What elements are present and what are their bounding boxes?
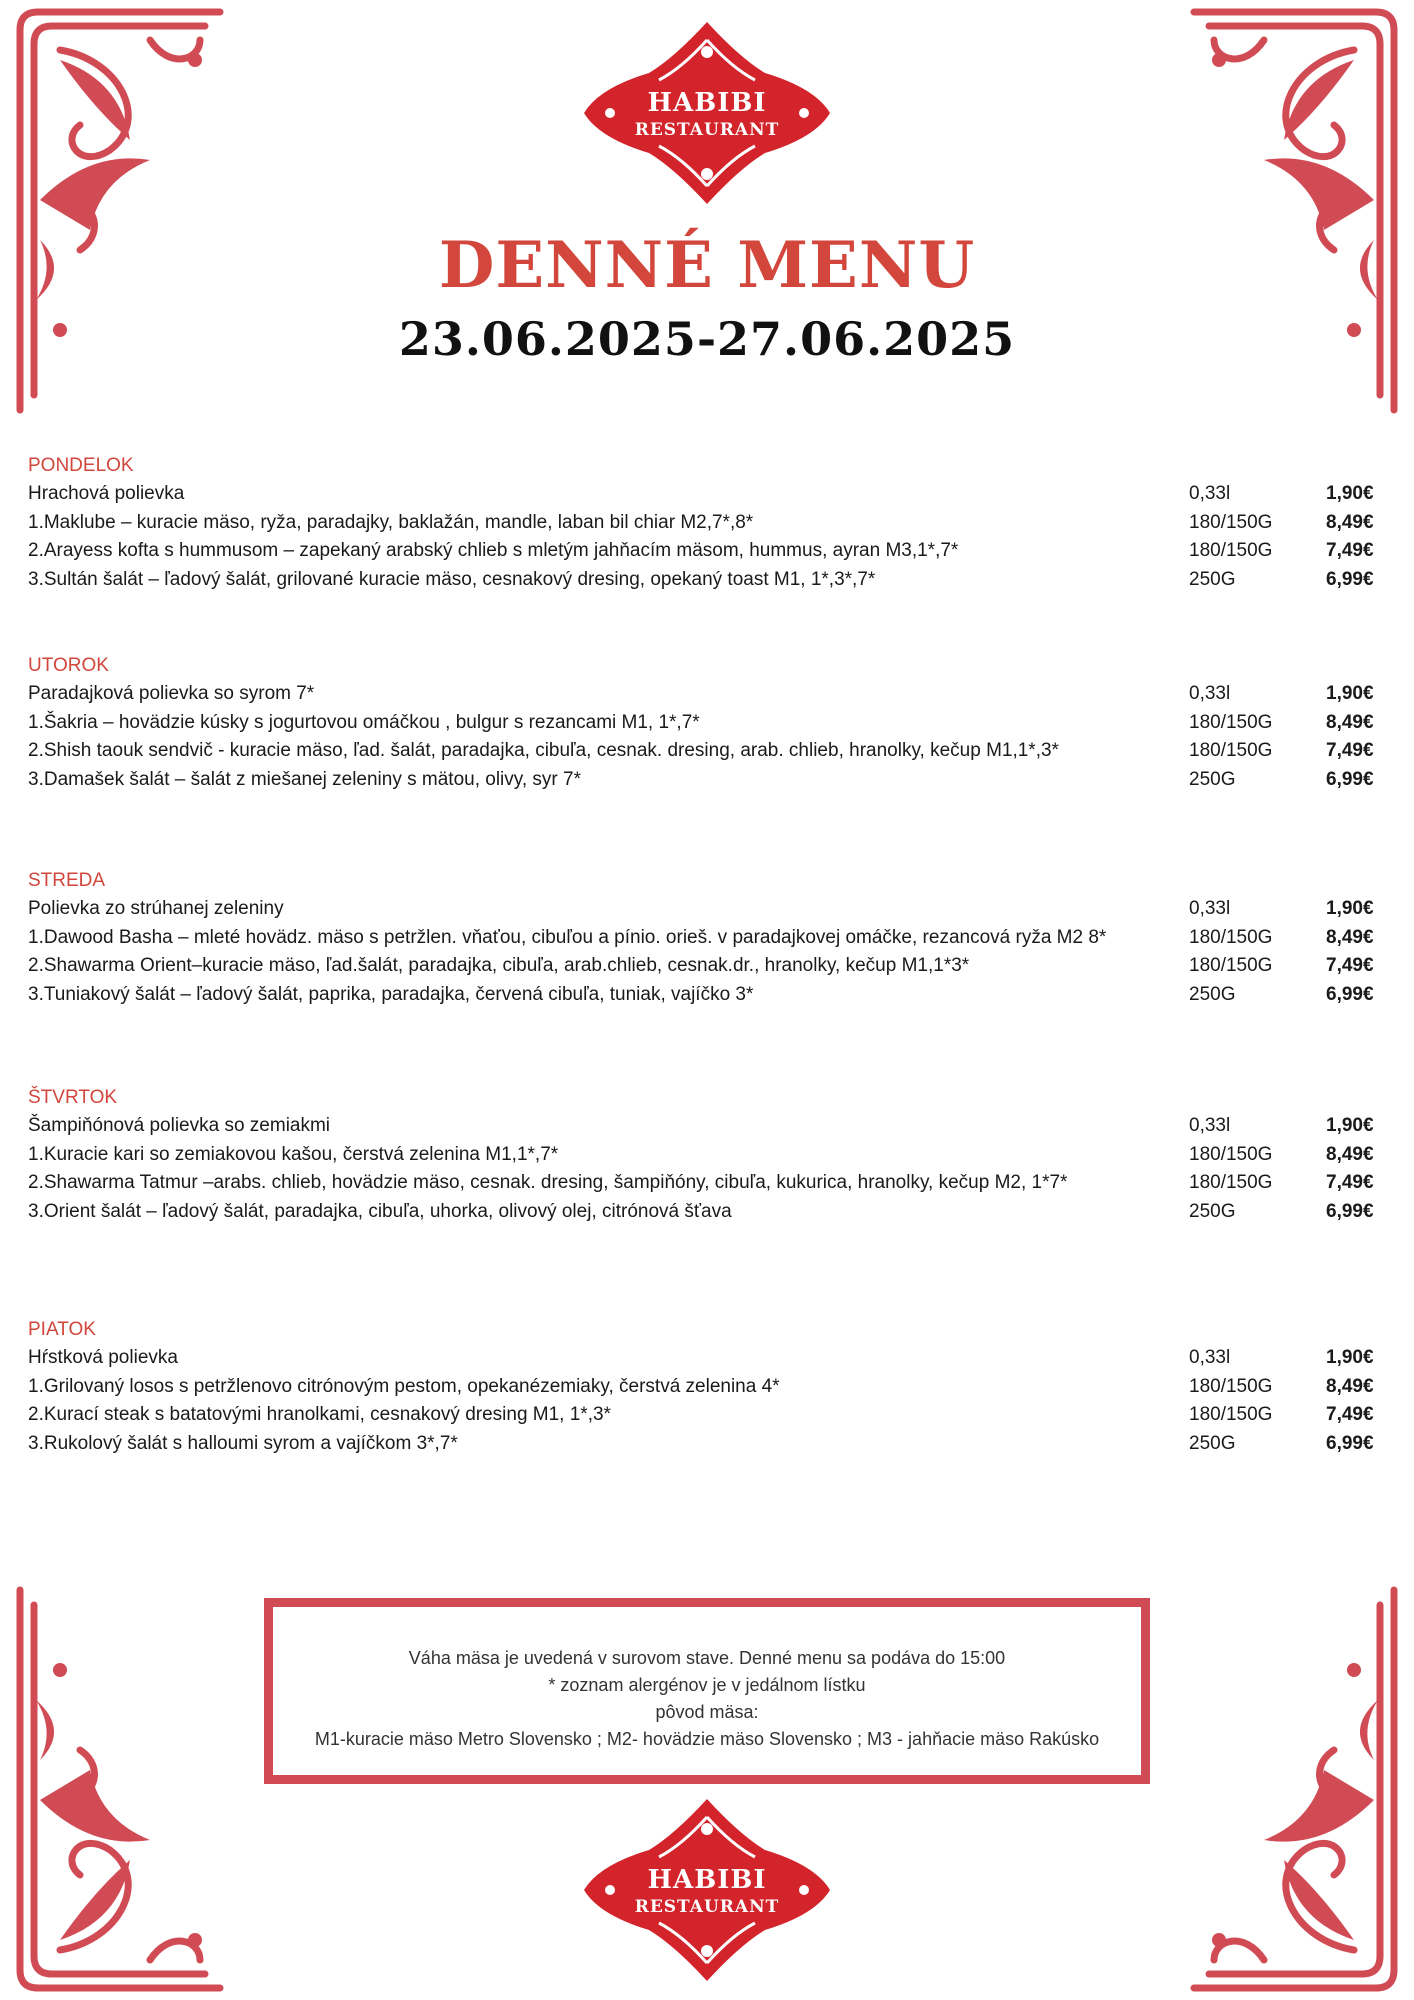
dish-name: Polievka zo strúhanej zeleniny [28,898,284,919]
dish-price: 1,90€ [1326,1115,1374,1136]
dish-price: 1,90€ [1326,898,1374,919]
dish-quantity: 180/150G [1189,1375,1273,1397]
dish-name: Šampiňónová polievka so zemiakmi [28,1115,331,1136]
dish-name: Hŕstková polievka [28,1347,178,1368]
menu-item [28,480,1388,509]
dish-quantity: 180/150G [1189,1172,1273,1193]
dish-price: 7,49€ [1326,540,1374,561]
menu-item [28,566,1388,595]
dish-quantity: 0,33l [1189,483,1231,504]
date-range: 23.06.2025-27.06.2025 [398,312,1016,366]
dish-quantity: 250G [1189,1200,1236,1222]
dish-quantity: 180/150G [1189,540,1273,561]
dish-name: 2.Arayess kofta s hummusom – zapekaný arabský chlieb s mletým jahňacím mäsom, hummus, ayran M3,1*,7* [28,540,959,561]
dish-price: 7,49€ [1326,740,1374,761]
dish-name: Paradajková polievka so syrom 7* [28,683,315,704]
menu-item [28,1198,1388,1227]
day-section-thursday [28,1084,1388,1226]
dish-quantity: 250G [1189,1432,1236,1454]
dish-price: 8,49€ [1326,926,1374,948]
note-line-weight: Váha mäsa je uvedená v surovom stave. Denné menu sa podáva do 15:00 [408,1648,1006,1668]
dish-quantity: 180/150G [1189,511,1273,533]
dish-quantity: 180/150G [1189,711,1273,733]
note-line-meat-origin: M1-kuracie mäso Metro Slovensko ; M2- hovädzie mäso Slovensko ; M3 - jahňacie mäso Rakúsko [314,1729,1100,1749]
menu-item [28,509,1388,538]
day-section-wednesday [28,867,1388,1009]
dish-price: 8,49€ [1326,711,1374,733]
dish-quantity: 180/150G [1189,1143,1273,1165]
dish-name: 2.Shawarma Tatmur –arabs. chlieb, hovädzie mäso, cesnak. dresing, šampiňóny, cibuľa, kukurica, hranolky, kečup M2, 1*7* [28,1172,1068,1193]
dish-price: 7,49€ [1326,1404,1374,1425]
dish-name: 2.Kurací steak s batatovými hranolkami, cesnakový dresing M1, 1*,3* [28,1404,611,1425]
dish-name: 1.Maklube – kuracie mäso, ryža, paradajky, baklažán, mandle, laban bil chiar M2,7*,8* [28,511,754,533]
dish-quantity: 0,33l [1189,898,1231,919]
dish-price: 6,99€ [1326,1200,1374,1222]
page-title: DENNÉ MENU [438,228,976,303]
menu-item [28,1401,1388,1430]
menu-item [28,766,1388,795]
menu-item [28,1112,1388,1141]
dish-price: 8,49€ [1326,511,1374,533]
logo-text-line2: RESTAURANT [634,120,780,140]
dish-name: 2.Shish taouk sendvič - kuracie mäso, ľad. šalát, paradajka, cibuľa, cesnak. dresing, arab. chlieb, hranolky, kečup M1,1*,3* [28,740,1059,761]
dish-name: 3.Damašek šalát – šalát z miešanej zeleniny s mätou, olivy, syr 7* [28,768,581,790]
dish-name: 3.Orient šalát – ľadový šalát, paradajka, cibuľa, uhorka, olivový olej, citrónová šťava [28,1200,732,1222]
dish-quantity: 0,33l [1189,1115,1231,1136]
menu-item [28,1141,1388,1170]
dish-price: 6,99€ [1326,983,1374,1005]
menu-item [28,680,1388,709]
day-name: PONDELOK [28,455,134,476]
dish-name: 1.Grilovaný losos s petržlenovo citrónovým pestom, opekanézemiaky, čerstvá zelenina 4* [28,1375,780,1397]
dish-quantity: 250G [1189,568,1236,590]
menu-item [28,1373,1388,1402]
menu-item [28,952,1388,981]
dish-quantity: 180/150G [1189,955,1273,976]
dish-name: 3.Sultán šalát – ľadový šalát, grilované kuracie mäso, cesnakový dresing, opekaný toast M1, 1*,3*,7* [28,568,876,590]
dish-price: 8,49€ [1326,1143,1374,1165]
note-line-allergens: * zoznam alergénov je v jedálnom lístku [548,1675,866,1695]
menu-item [28,1169,1388,1198]
logo-text-line1: HABIBI [647,88,767,118]
menu-item [28,981,1388,1010]
restaurant-logo-bottom [580,1795,834,1985]
dish-quantity: 180/150G [1189,926,1273,948]
dish-name: 3.Tuniakový šalát – ľadový šalát, paprika, paradajka, červená cibuľa, tuniak, vajíčko 3* [28,983,754,1005]
day-name: UTOROK [28,655,109,676]
dish-price: 6,99€ [1326,1432,1374,1454]
dish-price: 6,99€ [1326,768,1374,790]
day-section-tuesday [28,652,1388,794]
dish-price: 1,90€ [1326,483,1374,504]
dish-name: 1.Šakria – hovädzie kúsky s jogurtovou omáčkou , bulgur s rezancami M1, 1*,7* [28,711,700,733]
menu-item [28,924,1388,953]
dish-name: Hrachová polievka [28,483,185,504]
restaurant-logo-top [580,18,834,208]
dish-price: 8,49€ [1326,1375,1374,1397]
menu-item [28,895,1388,924]
day-section-monday [28,452,1388,594]
menu-item [28,1344,1388,1373]
dish-name: 3.Rukolový šalát s halloumi syrom a vajíčkom 3*,7* [28,1432,458,1454]
dish-price: 1,90€ [1326,1347,1374,1368]
day-section-friday [28,1316,1388,1458]
dish-quantity: 180/150G [1189,1404,1273,1425]
day-name: ŠTVRTOK [28,1087,118,1108]
dish-quantity: 180/150G [1189,740,1273,761]
dish-name: 1.Dawood Basha – mleté hovädz. mäso s petržlen. vňaťou, cibuľou a pínio. orieš. v paradajkovej omáčke, rezancová ryža M2 8* [28,926,1107,948]
dish-quantity: 0,33l [1189,1347,1231,1368]
info-note-box [264,1598,1150,1784]
dish-quantity: 0,33l [1189,683,1231,704]
dish-price: 7,49€ [1326,1172,1374,1193]
day-name: STREDA [28,870,106,891]
corner-ornament-bottom-left [0,1580,230,2000]
dish-price: 1,90€ [1326,683,1374,704]
dish-price: 6,99€ [1326,568,1374,590]
dish-price: 7,49€ [1326,955,1374,976]
dish-name: 2.Shawarma Orient–kuracie mäso, ľad.šalát, paradajka, cibuľa, arab.chlieb, cesnak.dr., hranolky, kečup M1,1*3* [28,955,970,976]
menu-item [28,737,1388,766]
day-name: PIATOK [28,1319,96,1340]
menu-item [28,537,1388,566]
dish-quantity: 250G [1189,768,1236,790]
dish-name: 1.Kuracie kari so zemiakovou kašou, čerstvá zelenina M1,1*,7* [28,1143,559,1165]
dish-quantity: 250G [1189,983,1236,1005]
corner-ornament-bottom-right [1184,1580,1414,2000]
logo-text-line1: HABIBI [647,1865,767,1895]
logo-text-line2: RESTAURANT [634,1897,780,1917]
menu-item [28,709,1388,738]
menu-item [28,1430,1388,1459]
note-line-meat-origin-heading: pôvod mäsa: [655,1702,759,1722]
